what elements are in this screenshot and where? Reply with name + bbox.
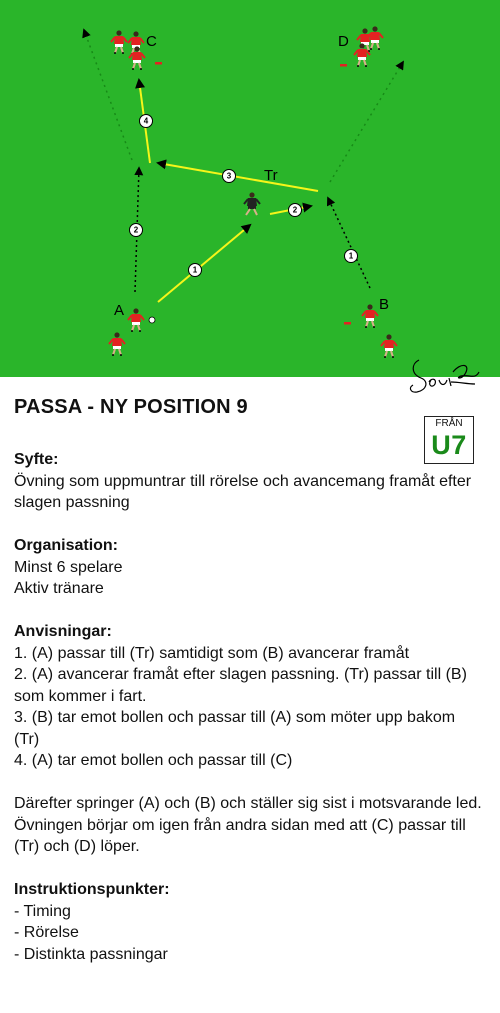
svg-text:3: 3 (226, 171, 232, 181)
coach-label: Tr (264, 167, 278, 184)
player-label-a: A (114, 302, 125, 319)
exercise-diagram (0, 0, 500, 377)
section-line: - Timing (14, 902, 71, 920)
pass-marker-2 (289, 204, 302, 217)
ball-icon (149, 317, 155, 323)
section-line: - Distinkta passningar (14, 945, 168, 963)
pitch-background (0, 0, 500, 377)
section-organisation (14, 535, 484, 600)
section-line: Övningen börjar om igen från andra sidan med att (C) passar till (Tr) och (D) löper. (14, 816, 466, 855)
section-line: 3. (B) tar emot bollen och passar till (A) som möter upp bakom (Tr) (14, 709, 456, 748)
section-line: 2. (A) avancerar framåt efter slagen passning. (Tr) passar till (B) som kommer i fart. (14, 666, 467, 705)
age-badge-from: FRÅN (435, 418, 463, 429)
cone-marker (344, 322, 351, 325)
section-heading: Instruktionspunkter: (14, 881, 170, 898)
run-marker-b (345, 250, 358, 263)
pass-marker-3 (223, 170, 236, 183)
section-line: Därefter springer (A) och (B) och ställer sig sist i motsvarande led. (14, 795, 482, 812)
section-instruktionspunkter (14, 879, 484, 965)
run-marker-a (130, 224, 143, 237)
pass-marker-1 (189, 264, 202, 277)
section-heading: Anvisningar: (14, 623, 112, 640)
section-line: Minst 6 spelare (14, 558, 123, 576)
svg-text:4: 4 (143, 116, 149, 126)
section-line: 4. (A) tar emot bollen och passar till (C) (14, 752, 293, 769)
player-label-c: C (146, 33, 157, 50)
section-line: - Rörelse (14, 924, 79, 941)
exercise-description (14, 449, 484, 987)
page-title: PASSA - NY POSITION 9 (14, 396, 248, 418)
section-anvisningar (14, 621, 484, 772)
player-label-b: B (379, 296, 390, 313)
section-notes (14, 793, 484, 858)
svg-text:1: 1 (192, 265, 198, 275)
svg-text:2: 2 (292, 205, 298, 215)
svg-text:2: 2 (133, 225, 139, 235)
player-label-d: D (338, 33, 349, 50)
section-heading: Organisation: (14, 537, 119, 554)
svg-text:1: 1 (348, 251, 354, 261)
section-line: 1. (A) passar till (Tr) samtidigt som (B) avancerar framåt (14, 644, 410, 662)
age-badge-value: U7 (431, 430, 467, 460)
cone-marker (340, 64, 347, 67)
signature-image (405, 352, 485, 404)
section-syfte (14, 449, 484, 514)
section-heading: Syfte: (14, 451, 59, 468)
section-line: Aktiv tränare (14, 580, 104, 597)
pass-marker-4 (140, 115, 153, 128)
section-line: Övning som uppmuntrar till rörelse och avancemang framåt efter slagen passning (14, 472, 472, 511)
cone-marker (155, 62, 162, 65)
